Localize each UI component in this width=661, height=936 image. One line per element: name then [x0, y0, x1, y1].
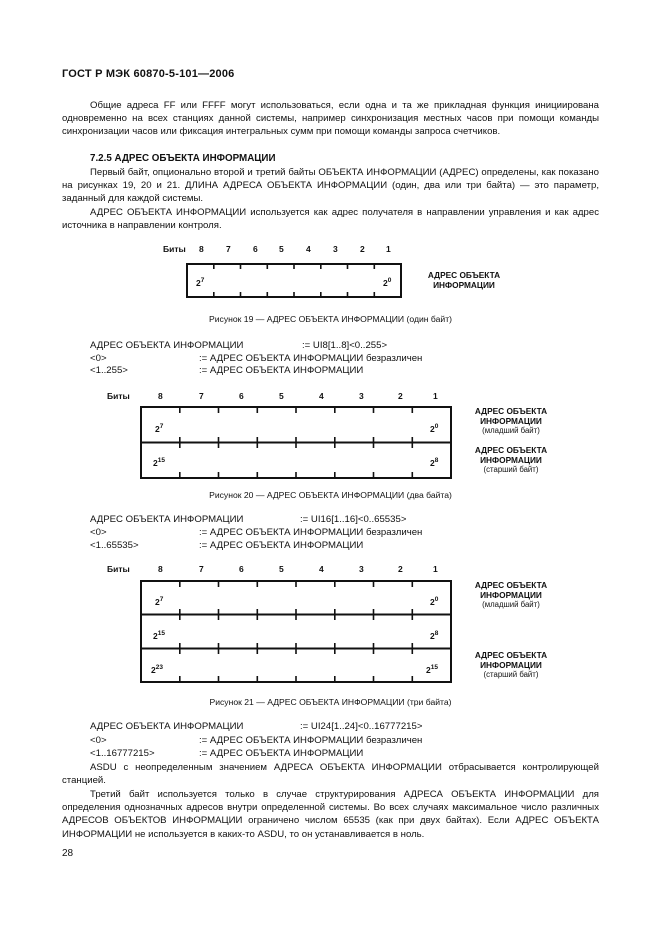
octet-box [186, 263, 404, 299]
paragraph-usage: АДРЕС ОБЪЕКТА ИНФОРМАЦИИ используется как адрес получателя в направлении управления и как адрес источника в направлении контроля. [62, 207, 599, 232]
lsb-weight: $2^8$ [430, 457, 439, 468]
bit-number: 7 [226, 244, 231, 254]
bit-number: 3 [333, 244, 338, 254]
bit-number: 1 [433, 391, 438, 401]
field-label-high: АДРЕС ОБЪЕКТА ИНФОРМАЦИИ (старший байт) [474, 650, 548, 680]
figure-caption: Рисунок 20 — АДРЕС ОБЪЕКТА ИНФОРМАЦИИ (два байта) [209, 490, 452, 500]
type-definition: АДРЕС ОБЪЕКТА ИНФОРМАЦИИ := UI16[1..16]<0..65535> <0> := АДРЕС ОБЪЕКТА ИНФОРМАЦИИ безразличен <1..65535> := АДРЕС ОБЪЕКТА ИНФОРМАЦИИ [90, 514, 423, 551]
figure-caption: Рисунок 19 — АДРЕС ОБЪЕКТА ИНФОРМАЦИИ (один байт) [208, 314, 452, 324]
bit-number-row [141, 391, 451, 403]
bit-number: 4 [319, 391, 324, 401]
type-definition: АДРЕС ОБЪЕКТА ИНФОРМАЦИИ := UI8[1..8]<0..255> <0> := АДРЕС ОБЪЕКТА ИНФОРМАЦИИ безразличен <1..255> := АДРЕС ОБЪЕКТА ИНФОРМАЦИИ [90, 340, 423, 376]
field-label-high: АДРЕС ОБЪЕКТА ИНФОРМАЦИИ (старший байт) [474, 445, 548, 475]
bit-number: 2 [398, 391, 403, 401]
bit-number: 7 [199, 564, 204, 574]
bit-number: 4 [306, 244, 311, 254]
lsb-weight: $2^0$ [430, 423, 439, 434]
bit-number: 7 [199, 391, 204, 401]
bit-number: 2 [398, 564, 403, 574]
bit-number: 3 [359, 391, 364, 401]
bit-number: 6 [239, 564, 244, 574]
type-definition: АДРЕС ОБЪЕКТА ИНФОРМАЦИИ := UI24[1..24]<0..16777215> <0> := АДРЕС ОБЪЕКТА ИНФОРМАЦИИ безразличен <1..16777215> := АДРЕС ОБЪЕКТА ИНФОРМАЦИИ [90, 721, 423, 759]
paragraph-first-byte: Первый байт, опционально второй и третий байты ОБЪЕКТА ИНФОРМАЦИИ (АДРЕС) определены, как показано на рисунках 19, 20 и 21. ДЛИНА АДРЕСА ОБЪЕКТА ИНФОРМАЦИИ (один, два или три байта) — это параметр, заданный для каждой системы. [62, 167, 599, 205]
field-label-low: АДРЕС ОБЪЕКТА ИНФОРМАЦИИ (младший байт) [474, 580, 548, 610]
msb-weight: $2^{15}$ [153, 630, 165, 641]
page-number: 28 [62, 848, 74, 859]
bit-number: 8 [199, 244, 204, 254]
bit-number: 6 [253, 244, 258, 254]
bit-number: 2 [360, 244, 365, 254]
msb-weight: $2^7$ [155, 423, 164, 434]
bit-number: 1 [433, 564, 438, 574]
bit-number-row [188, 244, 404, 256]
octet-box [140, 406, 454, 480]
bit-number: 8 [158, 564, 163, 574]
field-label-low: АДРЕС ОБЪЕКТА ИНФОРМАЦИИ (младший байт) [474, 406, 548, 436]
bits-label: Биты [107, 391, 130, 401]
bit-number: 1 [386, 244, 391, 254]
bit-number: 8 [158, 391, 163, 401]
msb-weight: $2^{23}$ [151, 664, 163, 675]
bit-number-row [141, 564, 451, 576]
octet-box [140, 580, 454, 684]
bit-number: 4 [319, 564, 324, 574]
figure-caption: Рисунок 21 — АДРЕС ОБЪЕКТА ИНФОРМАЦИИ (три байта) [209, 697, 452, 707]
msb-weight: $2^{15}$ [153, 457, 165, 468]
lsb-weight: $2^0$ [430, 596, 439, 607]
bit-number: 5 [279, 391, 284, 401]
msb-weight: $2^7$ [196, 277, 205, 288]
lsb-weight: $2^0$ [383, 277, 392, 288]
bit-number: 3 [359, 564, 364, 574]
bit-number: 5 [279, 564, 284, 574]
section-title: 7.2.5 АДРЕС ОБЪЕКТА ИНФОРМАЦИИ [90, 153, 276, 164]
document-header: ГОСТ Р МЭК 60870-5-101—2006 [62, 68, 235, 80]
bit-number: 6 [239, 391, 244, 401]
bits-label: Биты [107, 564, 130, 574]
lsb-weight: $2^8$ [430, 630, 439, 641]
paragraph-common-address: Общие адреса FF или FFFF могут использоваться, если одна и та же прикладная функция инициирована одновременно на всех станциях данной системы, например синхронизация местных часов при помощи команды синхронизации часов или фиксация интегральных сумм при помощи команды запроса счетчиков. [62, 100, 599, 138]
bit-number: 5 [279, 244, 284, 254]
msb-weight: $2^7$ [155, 596, 164, 607]
paragraph-asdu: ASDU с неопределенным значением АДРЕСА ОБЪЕКТА ИНФОРМАЦИИ отбрасывается контролирующей станцией. [62, 762, 599, 787]
bits-label: Биты [163, 244, 186, 254]
paragraph-third-byte: Третий байт используется только в случае структурирования АДРЕСА ОБЪЕКТА ИНФОРМАЦИИ для определения однозначных адресов внутри определенной системы. Во всех случаях максимальное число различных АДРЕСОВ ОБЪЕКТОВ ИНФОРМАЦИИ ограничено числом 65535 (как при двух байтах). Если АДРЕС ОБЪЕКТА ИНФОРМАЦИИ не используется в каких-то ASDU, то он устанавливается в ноль. [62, 789, 599, 840]
lsb-weight: $2^{15}$ [426, 664, 438, 675]
field-label: АДРЕС ОБЪЕКТА ИНФОРМАЦИИ [427, 270, 501, 291]
